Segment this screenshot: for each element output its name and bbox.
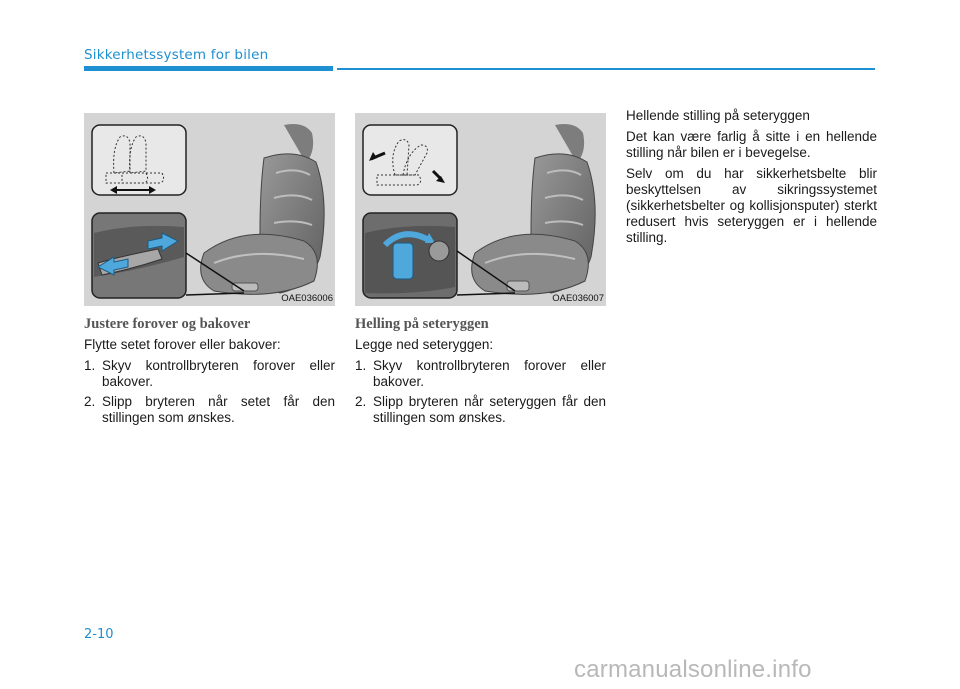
warning-section — [626, 108, 877, 251]
recline-inset-icon — [363, 125, 457, 195]
step-text: Skyv kontrollbryteren forover eller bakover. — [373, 358, 606, 389]
step-number: 2. — [84, 394, 96, 409]
warning-paragraph: Selv om du har sikkerhetsbelte blir beskyttelsen av sikringssystemet (sikkerhetsbelter og kollisjonsputer) sterkt redusert hvis seteryggen er i hellende stilling. — [626, 166, 877, 245]
warning-paragraph: Det kan være farlig å sitte i en hellende stilling når bilen er i bevegelse. — [626, 129, 877, 160]
step-text: Slipp bryteren når setet får den stillingen som ønskes. — [102, 394, 335, 425]
section-title: Sikkerhetssystem for bilen — [84, 47, 269, 63]
section-heading: Justere forover og bakover — [84, 316, 251, 332]
seatback-recline-illustration — [355, 113, 606, 306]
car-seat-icon — [201, 124, 325, 294]
header-rule-thick — [84, 66, 333, 71]
steps-list — [355, 358, 606, 426]
header-rule-thin — [337, 68, 875, 70]
warning-title: Hellende stilling på seteryggen — [626, 108, 810, 123]
seat-slide-illustration — [84, 113, 335, 306]
list-item — [355, 394, 606, 426]
watermark: carmanualsonline.info — [574, 656, 812, 683]
forward-backward-section — [84, 316, 335, 430]
steps-list — [84, 358, 335, 426]
section-heading: Helling på seteryggen — [355, 316, 489, 332]
step-number: 2. — [355, 394, 367, 409]
figure-code: OAE036006 — [281, 293, 333, 304]
step-text: Slipp bryteren når seteryggen får den stillingen som ønskes. — [373, 394, 606, 425]
figure-code: OAE036007 — [552, 293, 604, 304]
intro-text: Flytte setet forover eller bakover: — [84, 337, 281, 352]
list-item — [84, 394, 335, 426]
step-text: Skyv kontrollbryteren forover eller bakover. — [102, 358, 335, 389]
list-item — [355, 358, 606, 390]
page-number: 2-10 — [84, 627, 114, 642]
intro-text: Legge ned seteryggen: — [355, 337, 494, 352]
step-number: 1. — [84, 358, 96, 373]
seatback-section — [355, 316, 606, 430]
seat-slide-inset-icon — [92, 125, 186, 195]
step-number: 1. — [355, 358, 367, 373]
list-item — [84, 358, 335, 390]
car-seat-icon — [472, 124, 596, 294]
seat-slide-drawing — [84, 113, 335, 306]
seatback-recline-drawing — [355, 113, 606, 306]
